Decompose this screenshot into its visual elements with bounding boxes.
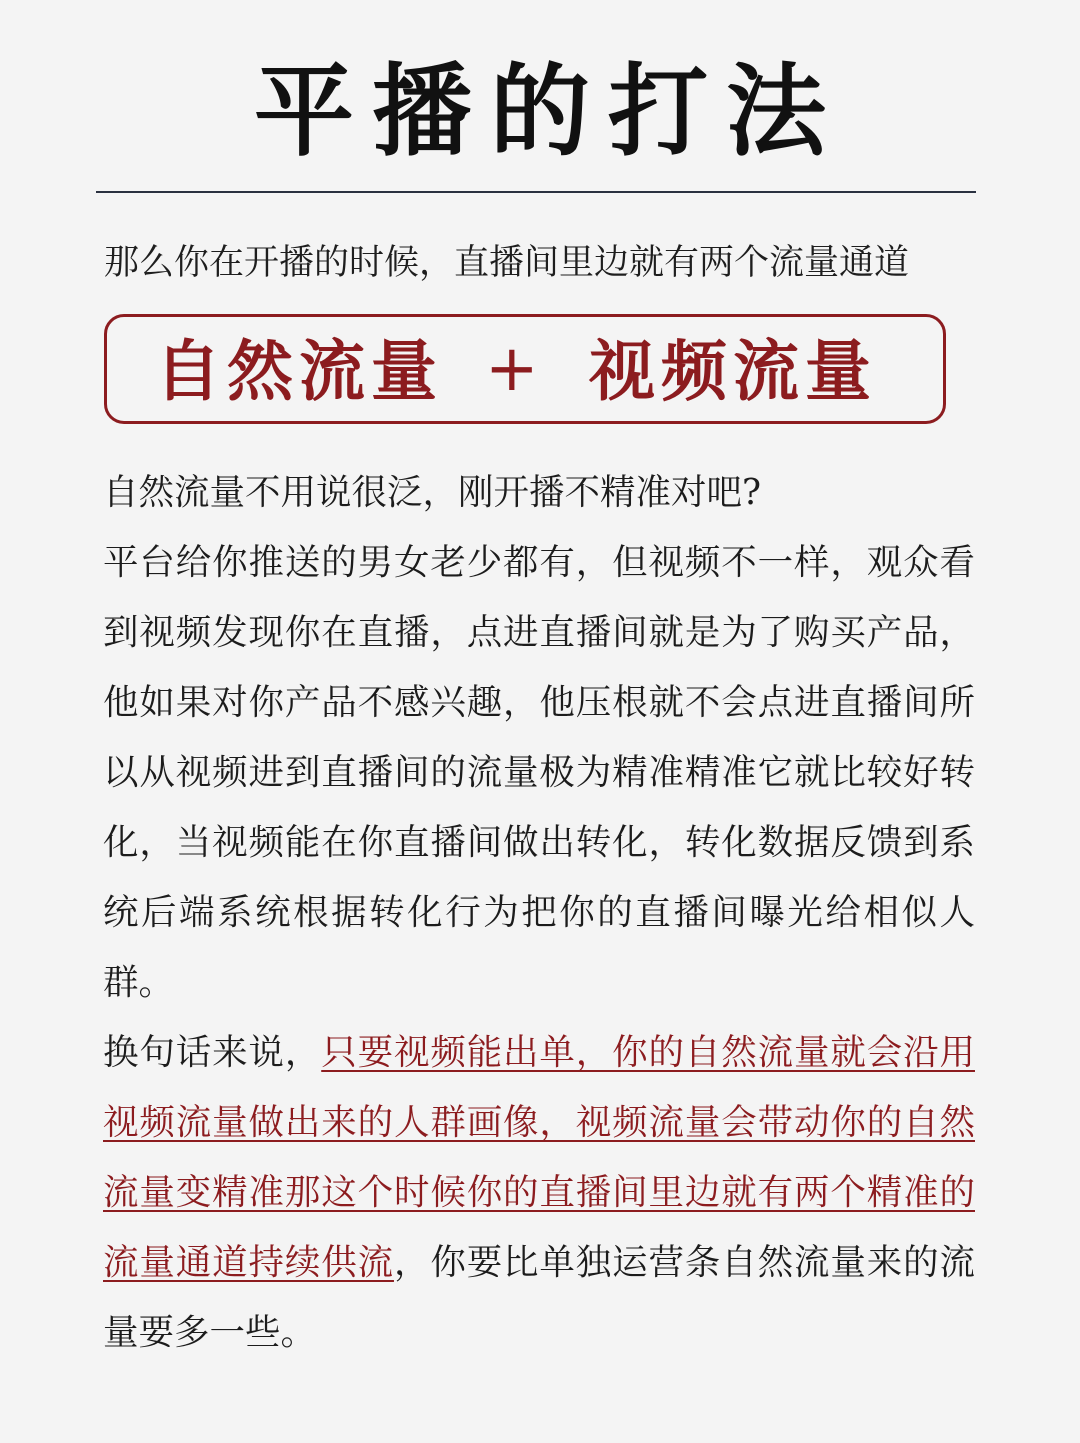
paragraph-3 [103,1018,975,1368]
paragraph-2: 平台给你推送的男女老少都有，但视频不一样，观众看到视频发现你在直播，点进直播间就是为了购买产品，他如果对你产品不感兴趣，他压根就不会点进直播间所以从视频进到直播间的流量极为精准精准它就比较好转化，当视频能在你直播间做出转化，转化数据反馈到系统后端系统根据转化行为把你的直播间曝光给相似人群。 [103,542,975,1003]
paragraph-3-lead: 换句话来说， [103,1032,322,1073]
paragraph-3-tail: ，你要比单独运营条自然流量来的流量要多一些。 [103,1242,975,1353]
traffic-channels-box [104,314,946,424]
natural-traffic-label: 自然流量 [155,332,443,410]
video-traffic-label: 视频流量 [589,332,877,410]
plus-sign: + [485,332,539,406]
paragraph-1: 自然流量不用说很泛，刚开播不精准对吧? [103,472,762,513]
article-body [103,458,975,1368]
intro-text: 那么你在开播的时候，直播间里边就有两个流量通道 [104,243,910,283]
page-title: 平播的打法 [254,53,844,170]
title-divider [96,191,976,193]
emphasized-text: 只要视频能出单，你的自然流量就会沿用视频流量做出来的人群画像，视频流量会带动你的自然流量变精准那这个时候你的直播间里边就有两个精准的流量通道持续供流 [103,1032,975,1283]
